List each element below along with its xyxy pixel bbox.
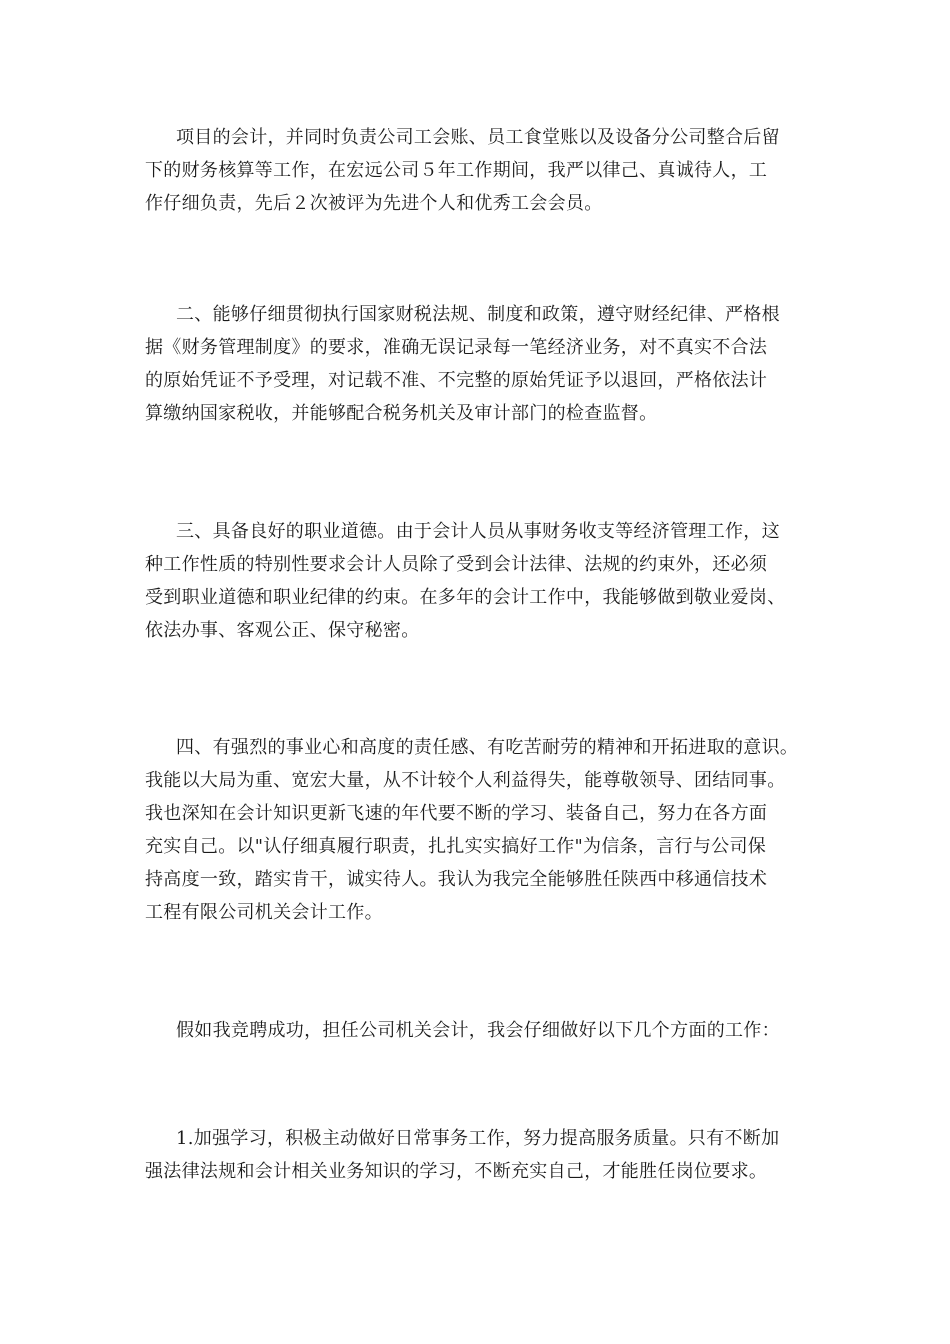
text-line: 依法办事、客观公正、保守秘密。 xyxy=(145,620,420,641)
paragraph-point-three xyxy=(145,515,810,647)
text-line: 项目的会计，并同时负责公司工会账、员工食堂账以及设备分公司整合后留 xyxy=(176,127,780,148)
text-line: 四、有强烈的事业心和高度的责任感、有吃苦耐劳的精神和开拓进取的意识。 xyxy=(176,737,799,758)
text-line: 的原始凭证不予受理，对记载不准、不完整的原始凭证予以退回，严格依法计 xyxy=(145,370,768,391)
paragraph-plan-item-one xyxy=(145,1122,810,1188)
text-line: 算缴纳国家税收，并能够配合税务机关及审计部门的检查监督。 xyxy=(145,403,658,424)
paragraph-point-two xyxy=(145,298,810,430)
text-line: 我也深知在会计知识更新飞速的年代要不断的学习、装备自己，努力在各方面 xyxy=(145,803,768,824)
paragraph-point-four xyxy=(145,731,810,929)
paragraph-intro-plan xyxy=(145,1014,810,1047)
text-line: 二、能够仔细贯彻执行国家财税法规、制度和政策，遵守财经纪律、严格根 xyxy=(176,304,780,325)
text-line: 假如我竞聘成功，担任公司机关会计，我会仔细做好以下几个方面的工作： xyxy=(176,1020,780,1041)
text-line: 1.加强学习，积极主动做好日常事务工作，努力提高服务质量。只有不断加 xyxy=(176,1128,780,1149)
text-line: 我能以大局为重、宽宏大量，从不计较个人利益得失，能尊敬领导、团结同事。 xyxy=(145,770,786,791)
text-line: 种工作性质的特别性要求会计人员除了受到会计法律、法规的约束外，还必须 xyxy=(145,554,768,575)
paragraph-work-history xyxy=(145,121,810,220)
text-line: 三、具备良好的职业道德。由于会计人员从事财务收支等经济管理工作，这 xyxy=(176,521,780,542)
text-line: 据《财务管理制度》的要求，准确无误记录每一笔经济业务，对不真实不合法 xyxy=(145,337,768,358)
text-line: 下的财务核算等工作，在宏远公司５年工作期间，我严以律己、真诚待人，工 xyxy=(145,160,768,181)
text-line: 充实自己。以"认仔细真履行职责，扎扎实实搞好工作"为信条，言行与公司保 xyxy=(145,836,767,857)
text-line: 强法律法规和会计相关业务知识的学习，不断充实自己，才能胜任岗位要求。 xyxy=(145,1161,768,1182)
text-line: 持高度一致，踏实肯干，诚实待人。我认为我完全能够胜任陕西中移通信技术 xyxy=(145,869,768,890)
text-line: 受到职业道德和职业纪律的约束。在多年的会计工作中，我能够做到敬业爱岗、 xyxy=(145,587,786,608)
text-line: 作仔细负责，先后２次被评为先进个人和优秀工会会员。 xyxy=(145,193,603,214)
text-line: 工程有限公司机关会计工作。 xyxy=(145,902,383,923)
